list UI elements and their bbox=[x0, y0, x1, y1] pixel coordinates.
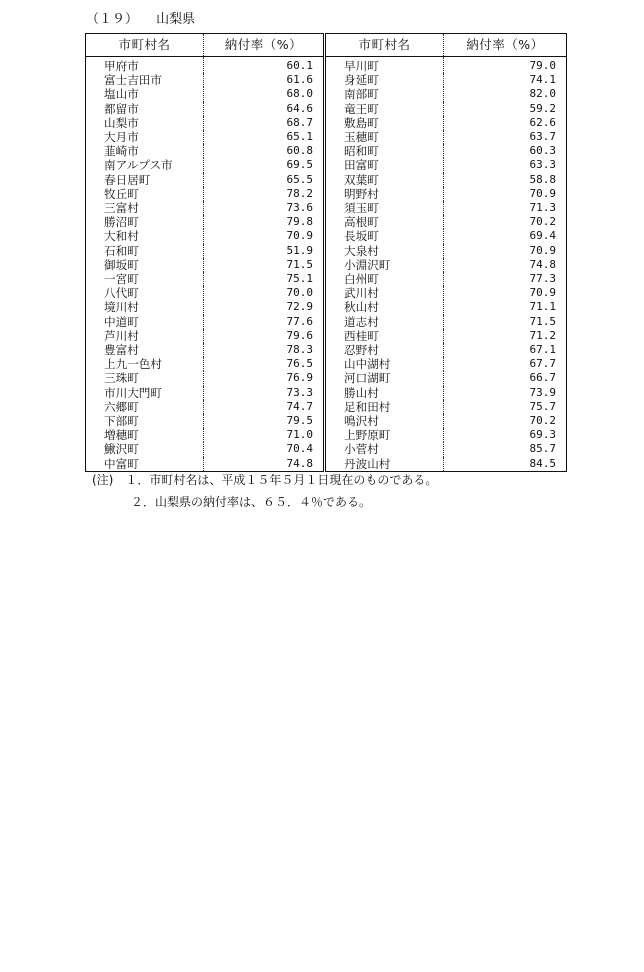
table-row bbox=[86, 386, 567, 400]
municipality-name-left: 上九一色村 bbox=[86, 357, 204, 371]
table-row bbox=[86, 272, 567, 286]
payment-rate-right: 84.5 bbox=[529, 456, 556, 470]
municipality-name-left: 富士吉田市 bbox=[86, 73, 204, 87]
table-header-row bbox=[86, 34, 567, 57]
payment-rate-left: 79.8 bbox=[204, 215, 325, 229]
payment-rate-right: 82.0 bbox=[529, 87, 556, 101]
table-body bbox=[86, 57, 567, 472]
municipality-name-left: 都留市 bbox=[86, 102, 204, 116]
table-row bbox=[86, 400, 567, 414]
payment-rate-left: 77.6 bbox=[204, 315, 325, 329]
note-line-1 bbox=[92, 469, 437, 491]
municipality-name-right: 明野村 bbox=[325, 187, 444, 201]
payment-rate-right: 74.8 bbox=[529, 257, 556, 271]
municipality-name-left: 御坂町 bbox=[86, 258, 204, 272]
payment-rate-right: 70.9 bbox=[529, 243, 556, 257]
table-row bbox=[86, 201, 567, 215]
municipality-name-right: 鳴沢村 bbox=[325, 414, 444, 428]
municipality-name-left: 中道町 bbox=[86, 315, 204, 329]
notes bbox=[92, 469, 437, 513]
payment-rate-right: 69.4 bbox=[529, 229, 556, 243]
payment-rate-left: 74.7 bbox=[204, 400, 325, 414]
municipality-name-right: 道志村 bbox=[325, 315, 444, 329]
municipality-name-right: 丹波山村 bbox=[325, 457, 444, 472]
note-line-2 bbox=[92, 491, 437, 513]
header-rate-right: 納付率（%） bbox=[444, 34, 567, 57]
table-row bbox=[86, 87, 567, 101]
payment-rate-left: 61.6 bbox=[204, 73, 325, 87]
section-heading bbox=[86, 8, 195, 27]
payment-rate-left: 74.8 bbox=[204, 457, 325, 472]
payment-rate-left: 68.0 bbox=[204, 87, 325, 101]
payment-rate-right: 71.5 bbox=[529, 314, 556, 328]
payment-rate-left: 73.6 bbox=[204, 201, 325, 215]
municipality-name-left: 牧丘町 bbox=[86, 187, 204, 201]
payment-rate-right: 79.0 bbox=[529, 59, 556, 72]
municipality-name-right: 小菅村 bbox=[325, 442, 444, 456]
note-label: (注) bbox=[92, 473, 114, 487]
table-row bbox=[86, 258, 567, 272]
payment-rate-right: 74.1 bbox=[529, 73, 556, 87]
municipality-name-right: 玉穂町 bbox=[325, 130, 444, 144]
municipality-name-left: 一宮町 bbox=[86, 272, 204, 286]
table-row bbox=[86, 158, 567, 172]
payment-rate-left: 70.9 bbox=[204, 229, 325, 243]
payment-rate-left: 65.5 bbox=[204, 173, 325, 187]
payment-rate-left: 75.1 bbox=[204, 272, 325, 286]
municipality-name-left: 八代町 bbox=[86, 286, 204, 300]
municipality-name-right: 河口湖町 bbox=[325, 371, 444, 385]
payment-rate-right: 73.9 bbox=[529, 385, 556, 399]
municipality-name-left: 六郷町 bbox=[86, 400, 204, 414]
payment-rate-right: 71.2 bbox=[529, 328, 556, 342]
municipality-name-left: 韮崎市 bbox=[86, 144, 204, 158]
municipality-name-left: 春日居町 bbox=[86, 173, 204, 187]
payment-rate-left: 64.6 bbox=[204, 102, 325, 116]
municipality-name-left: 大和村 bbox=[86, 229, 204, 243]
municipality-name-left: 芦川村 bbox=[86, 329, 204, 343]
municipality-name-left: 鰍沢町 bbox=[86, 442, 204, 456]
payment-rate-left: 72.9 bbox=[204, 300, 325, 314]
municipality-name-left: 三珠町 bbox=[86, 371, 204, 385]
table-row bbox=[86, 173, 567, 187]
payment-rate-right: 63.7 bbox=[529, 130, 556, 144]
section-number: （１９） bbox=[86, 12, 139, 27]
payment-rate-table bbox=[85, 33, 567, 472]
table-row bbox=[86, 300, 567, 314]
municipality-name-right: 高根町 bbox=[325, 215, 444, 229]
payment-rate-right: 71.3 bbox=[529, 201, 556, 215]
prefecture-name: 山梨県 bbox=[156, 12, 196, 27]
municipality-name-right: 長坂町 bbox=[325, 229, 444, 243]
municipality-name-right: 白州町 bbox=[325, 272, 444, 286]
table-row bbox=[86, 329, 567, 343]
payment-rate-left: 51.9 bbox=[204, 244, 325, 258]
payment-rate-left: 78.2 bbox=[204, 187, 325, 201]
payment-rate-left: 73.3 bbox=[204, 386, 325, 400]
payment-rate-left: 68.7 bbox=[204, 116, 325, 130]
municipality-name-right: 小淵沢町 bbox=[325, 258, 444, 272]
municipality-name-right: 双葉町 bbox=[325, 173, 444, 187]
table-row bbox=[86, 116, 567, 130]
municipality-name-right: 勝山村 bbox=[325, 386, 444, 400]
municipality-name-right: 南部町 bbox=[325, 87, 444, 101]
table-row bbox=[86, 414, 567, 428]
table-row bbox=[86, 244, 567, 258]
table-row bbox=[86, 102, 567, 116]
payment-rate-right: 58.8 bbox=[529, 172, 556, 186]
municipality-name-left: 市川大門町 bbox=[86, 386, 204, 400]
payment-rate-left: 71.5 bbox=[204, 258, 325, 272]
note-item-1: １．市町村名は、平成１５年５月１日現在のものである。 bbox=[125, 473, 438, 487]
municipality-name-right: 秋山村 bbox=[325, 300, 444, 314]
municipality-name-right: 武川村 bbox=[325, 286, 444, 300]
payment-rate-left: 65.1 bbox=[204, 130, 325, 144]
table-row bbox=[86, 130, 567, 144]
table-row bbox=[86, 371, 567, 385]
payment-rate-left: 70.4 bbox=[204, 442, 325, 456]
municipality-name-left: 中富町 bbox=[86, 457, 204, 472]
payment-rate-right: 67.7 bbox=[529, 357, 556, 371]
header-rate-left: 納付率（%） bbox=[204, 34, 325, 57]
municipality-name-right: 竜王町 bbox=[325, 102, 444, 116]
municipality-name-left: 山梨市 bbox=[86, 116, 204, 130]
note-item-2: ２．山梨県の納付率は、６５．４％である。 bbox=[131, 495, 372, 509]
municipality-name-right: 敷島町 bbox=[325, 116, 444, 130]
municipality-name-left: 南アルプス市 bbox=[86, 158, 204, 172]
municipality-name-right: 大泉村 bbox=[325, 244, 444, 258]
payment-rate-left: 76.5 bbox=[204, 357, 325, 371]
payment-rate-left: 76.9 bbox=[204, 371, 325, 385]
payment-rate-left: 69.5 bbox=[204, 158, 325, 172]
municipality-name-left: 境川村 bbox=[86, 300, 204, 314]
municipality-name-left: 石和町 bbox=[86, 244, 204, 258]
municipality-name-right: 身延町 bbox=[325, 73, 444, 87]
payment-rate-left: 78.3 bbox=[204, 343, 325, 357]
table-row bbox=[86, 73, 567, 87]
payment-rate-right: 70.2 bbox=[529, 215, 556, 229]
payment-rate-right: 59.2 bbox=[529, 101, 556, 115]
payment-rate-left: 60.8 bbox=[204, 144, 325, 158]
municipality-name-right: 西桂町 bbox=[325, 329, 444, 343]
payment-rate-right: 70.9 bbox=[529, 286, 556, 300]
payment-rate-right: 70.2 bbox=[529, 414, 556, 428]
table-row bbox=[86, 144, 567, 158]
payment-rate-right: 63.3 bbox=[529, 158, 556, 172]
payment-rate-left: 79.6 bbox=[204, 329, 325, 343]
payment-rate-right: 70.9 bbox=[529, 186, 556, 200]
payment-rate-left: 60.1 bbox=[204, 57, 325, 74]
payment-rate-right: 62.6 bbox=[529, 115, 556, 129]
municipality-name-right: 上野原町 bbox=[325, 428, 444, 442]
municipality-name-right: 須玉町 bbox=[325, 201, 444, 215]
table-row bbox=[86, 229, 567, 243]
table-row bbox=[86, 215, 567, 229]
payment-rate-left: 71.0 bbox=[204, 428, 325, 442]
table-row bbox=[86, 187, 567, 201]
municipality-name-left: 塩山市 bbox=[86, 87, 204, 101]
payment-rate-right: 75.7 bbox=[529, 399, 556, 413]
table-row bbox=[86, 442, 567, 456]
municipality-name-left: 三富村 bbox=[86, 201, 204, 215]
municipality-name-right: 山中湖村 bbox=[325, 357, 444, 371]
municipality-name-left: 勝沼町 bbox=[86, 215, 204, 229]
payment-rate-right: 67.1 bbox=[529, 343, 556, 357]
municipality-name-right: 早川町 bbox=[325, 57, 444, 74]
table-row bbox=[86, 343, 567, 357]
header-municipality-left: 市町村名 bbox=[86, 34, 204, 57]
payment-rate-right: 85.7 bbox=[529, 442, 556, 456]
payment-rate-right: 66.7 bbox=[529, 371, 556, 385]
payment-rate-right: 69.3 bbox=[529, 428, 556, 442]
table-row bbox=[86, 315, 567, 329]
payment-rate-right: 71.1 bbox=[529, 300, 556, 314]
payment-rate-right: 60.3 bbox=[529, 144, 556, 158]
payment-rate-right: 77.3 bbox=[529, 272, 556, 286]
table-row bbox=[86, 357, 567, 371]
municipality-name-left: 大月市 bbox=[86, 130, 204, 144]
table-row bbox=[86, 286, 567, 300]
table-row bbox=[86, 428, 567, 442]
municipality-name-right: 足和田村 bbox=[325, 400, 444, 414]
header-municipality-right: 市町村名 bbox=[325, 34, 444, 57]
municipality-name-left: 下部町 bbox=[86, 414, 204, 428]
table-row bbox=[86, 57, 567, 74]
payment-rate-left: 70.0 bbox=[204, 286, 325, 300]
municipality-name-right: 昭和町 bbox=[325, 144, 444, 158]
municipality-name-left: 甲府市 bbox=[86, 57, 204, 74]
municipality-name-left: 豊富村 bbox=[86, 343, 204, 357]
municipality-name-right: 田富町 bbox=[325, 158, 444, 172]
payment-rate-left: 79.5 bbox=[204, 414, 325, 428]
municipality-name-right: 忍野村 bbox=[325, 343, 444, 357]
municipality-name-left: 増穂町 bbox=[86, 428, 204, 442]
